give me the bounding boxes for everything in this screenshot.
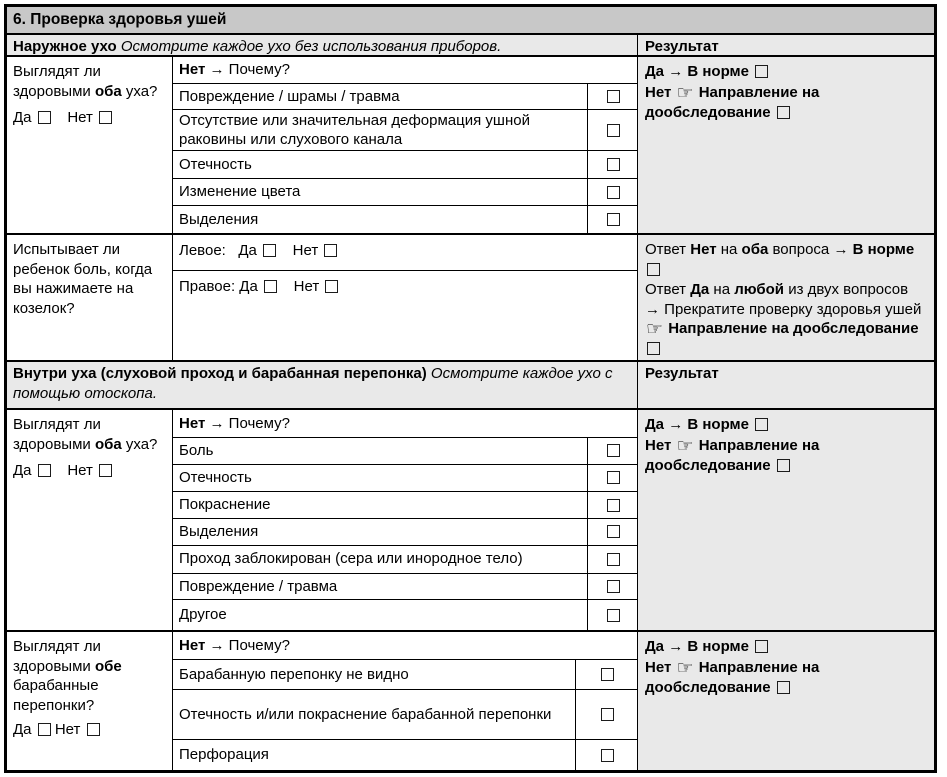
checkbox[interactable] xyxy=(607,213,620,226)
result-column-header: Результат xyxy=(645,365,719,382)
symptom-row xyxy=(173,519,637,546)
symptom-checkbox-cell xyxy=(587,151,637,178)
result-normal-line: Ответ Нет на оба вопроса → В норме xyxy=(645,240,926,279)
question-text: Выглядят ли здоровыми обе барабанные перепонки? xyxy=(13,638,122,714)
symptom-checkbox-cell xyxy=(587,492,637,518)
symptom-row xyxy=(173,110,637,151)
symptom-label: Повреждение / шрамы / травма xyxy=(179,87,400,105)
symptom-checkbox-cell xyxy=(587,206,637,233)
result-referral-line: Нет ☞ Направление на дообследование xyxy=(645,657,820,696)
checkbox[interactable] xyxy=(87,723,100,736)
symptom-row xyxy=(173,492,637,519)
symptom-row xyxy=(173,546,637,574)
pointing-hand-icon: ☞ xyxy=(676,82,694,104)
symptom-row xyxy=(173,84,637,111)
left-ear-row xyxy=(173,235,637,271)
form-title: 6. Проверка здоровья ушей xyxy=(7,7,934,35)
checkbox[interactable] xyxy=(755,65,768,78)
symptom-checkbox-cell xyxy=(575,740,637,770)
question-cell xyxy=(7,632,173,770)
section-outer-ear-title: Наружное ухо Осмотрите каждое ухо без использования приборов. xyxy=(7,35,638,55)
result-normal-line: Да → В норме xyxy=(645,415,926,435)
why-header-row xyxy=(173,632,637,660)
checkbox[interactable] xyxy=(264,280,277,293)
question-cell xyxy=(7,410,173,630)
symptom-checkbox-cell xyxy=(587,179,637,206)
symptom-checkbox-cell xyxy=(587,600,637,630)
result-referral-line: Нет ☞ Направление на дообследование xyxy=(645,435,820,474)
ear-answers xyxy=(173,235,638,360)
question-block-eardrums-healthy xyxy=(7,632,934,770)
symptom-checkbox-cell xyxy=(587,84,637,110)
checkbox[interactable] xyxy=(607,553,620,566)
checkbox[interactable] xyxy=(99,111,112,124)
symptom-row xyxy=(173,206,637,233)
checkbox[interactable] xyxy=(607,525,620,538)
symptom-row xyxy=(173,438,637,465)
right-ear-options: Правое: Да Нет xyxy=(173,271,637,299)
symptom-label: Другое xyxy=(179,606,227,624)
symptom-label: Отечность xyxy=(179,155,252,173)
checkbox[interactable] xyxy=(601,749,614,762)
symptom-checkbox-cell xyxy=(587,110,637,150)
pointing-hand-icon: ☞ xyxy=(676,435,694,457)
checkbox[interactable] xyxy=(99,464,112,477)
result-referral-line: Ответ Да на любой из двух вопросов → Прекратите проверку здоровья ушей ☞ Направление на дообследование xyxy=(645,280,926,359)
why-header-label: Нет → Почему? xyxy=(179,414,290,432)
symptom-row xyxy=(173,151,637,179)
section-header-inner-ear xyxy=(7,362,934,410)
section-inner-ear-title: Внутри уха (слуховой проход и барабанная перепонка) Осмотрите каждое ухо с помощью отоскопа. xyxy=(7,362,638,408)
symptom-checkbox-cell xyxy=(575,690,637,739)
checkbox[interactable] xyxy=(263,244,276,257)
question-cell xyxy=(7,57,173,233)
checkbox[interactable] xyxy=(324,244,337,257)
why-header-label: Нет → Почему? xyxy=(179,636,290,654)
symptom-checkbox-cell xyxy=(587,519,637,545)
checkbox[interactable] xyxy=(38,723,51,736)
result-normal-line: Да → В норме xyxy=(645,62,926,82)
symptom-row xyxy=(173,465,637,493)
symptom-checkbox-cell xyxy=(587,546,637,573)
right-ear-row xyxy=(173,271,637,360)
symptom-label: Изменение цвета xyxy=(179,183,301,201)
symptom-row xyxy=(173,660,637,690)
symptom-label: Отечность xyxy=(179,469,252,487)
result-referral-line: Нет ☞ Направление на дообследование xyxy=(645,82,820,121)
pointing-hand-icon: ☞ xyxy=(676,657,694,679)
checkbox[interactable] xyxy=(607,90,620,103)
symptom-list xyxy=(173,57,638,233)
left-ear-options: Левое: Да Нет xyxy=(173,235,637,263)
result-cell xyxy=(638,235,934,360)
question-text: Испытывает ли ребенок боль, когда вы нажимаете на козелок? xyxy=(13,241,153,317)
checkbox[interactable] xyxy=(607,186,620,199)
symptom-row xyxy=(173,600,637,630)
symptom-checkbox-cell xyxy=(587,465,637,492)
checkbox[interactable] xyxy=(647,263,660,276)
symptom-label: Повреждение / травма xyxy=(179,577,338,595)
symptom-checkbox-cell xyxy=(575,660,637,689)
symptom-checkbox-cell xyxy=(587,574,637,600)
checkbox[interactable] xyxy=(777,681,790,694)
checkbox[interactable] xyxy=(38,464,51,477)
symptom-label: Проход заблокирован (сера или инородное тело) xyxy=(179,550,523,568)
checkbox[interactable] xyxy=(607,444,620,457)
pointing-hand-icon: ☞ xyxy=(646,319,664,340)
symptom-label: Выделения xyxy=(179,210,259,228)
yes-no-options: Да Нет xyxy=(13,108,166,128)
symptom-row xyxy=(173,690,637,740)
symptom-row xyxy=(173,740,637,770)
question-cell xyxy=(7,235,173,360)
checkbox[interactable] xyxy=(607,158,620,171)
why-header-row xyxy=(173,410,637,438)
result-cell xyxy=(638,632,934,770)
why-header-label: Нет → Почему? xyxy=(179,61,290,79)
checkbox[interactable] xyxy=(755,640,768,653)
symptom-label: Покраснение xyxy=(179,496,271,514)
checkbox[interactable] xyxy=(601,708,614,721)
symptom-row xyxy=(173,179,637,207)
checkbox[interactable] xyxy=(777,459,790,472)
checkbox[interactable] xyxy=(607,609,620,622)
yes-no-options: Да Нет xyxy=(13,461,166,481)
question-text: Выглядят ли здоровыми оба уха? xyxy=(13,416,158,453)
symptom-label: Отсутствие или значительная деформация ушной раковины или слухового канала xyxy=(179,111,530,149)
checkbox[interactable] xyxy=(325,280,338,293)
checkbox[interactable] xyxy=(38,111,51,124)
result-column-header: Результат xyxy=(645,38,719,55)
symptom-label: Выделения xyxy=(179,523,259,541)
question-block-outer-ears-healthy xyxy=(7,57,934,235)
symptom-label: Отечность и/или покраснение барабанной перепонки xyxy=(179,705,552,723)
checkbox[interactable] xyxy=(607,471,620,484)
checkbox[interactable] xyxy=(607,499,620,512)
checkbox[interactable] xyxy=(777,106,790,119)
symptom-list xyxy=(173,632,638,770)
symptom-label: Перфорация xyxy=(179,746,269,764)
question-block-tragus-pain xyxy=(7,235,934,362)
symptom-label: Барабанную перепонку не видно xyxy=(179,665,409,683)
section-header-outer-ear xyxy=(7,35,934,57)
result-cell xyxy=(638,410,934,630)
result-normal-line: Да → В норме xyxy=(645,637,926,657)
symptom-list xyxy=(173,410,638,630)
result-cell xyxy=(638,57,934,233)
question-text: Выглядят ли здоровыми оба уха? xyxy=(13,63,158,100)
symptom-checkbox-cell xyxy=(587,438,637,464)
question-block-inner-ears-healthy xyxy=(7,410,934,632)
checkbox[interactable] xyxy=(647,342,660,355)
why-header-row xyxy=(173,57,637,84)
checkbox[interactable] xyxy=(607,124,620,137)
ear-health-check-form xyxy=(4,4,937,773)
symptom-label: Боль xyxy=(179,441,214,459)
checkbox[interactable] xyxy=(601,668,614,681)
checkbox[interactable] xyxy=(755,418,768,431)
symptom-row xyxy=(173,574,637,601)
checkbox[interactable] xyxy=(607,580,620,593)
yes-no-options: Да Нет xyxy=(13,720,166,740)
